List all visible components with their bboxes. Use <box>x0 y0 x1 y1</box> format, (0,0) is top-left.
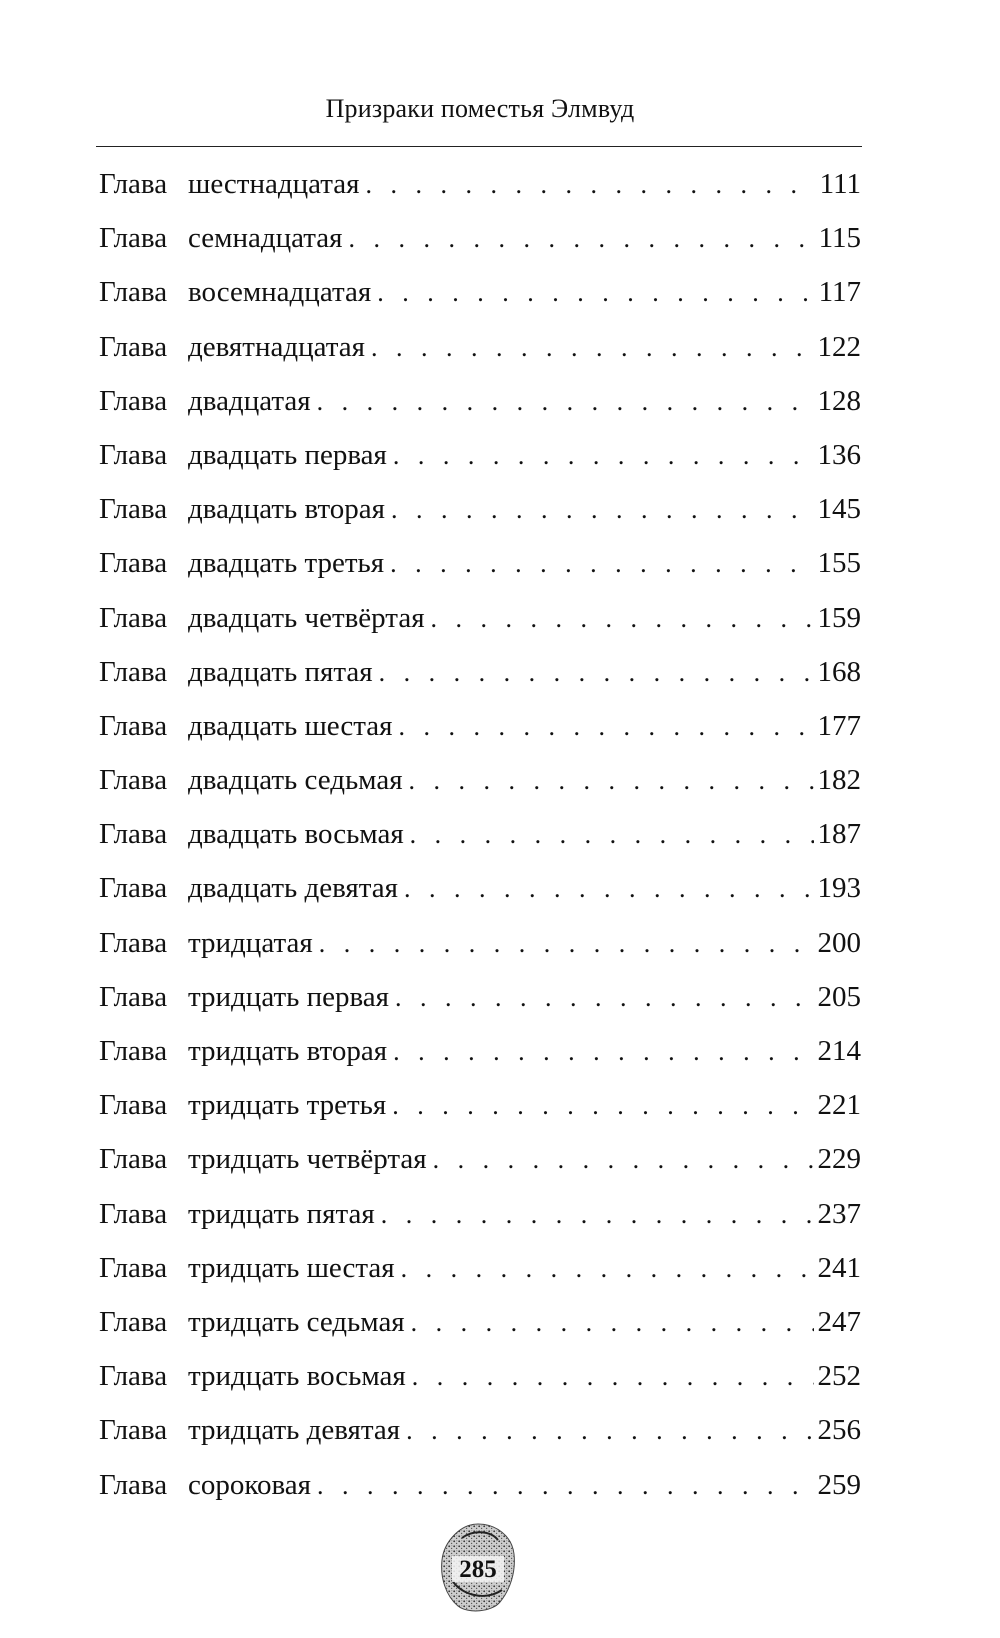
toc-entry-label <box>99 710 393 743</box>
chapter-prefix: Глава <box>99 601 168 634</box>
chapter-title: тридцать четвёртая <box>188 1143 427 1176</box>
toc-entry-label <box>99 385 311 418</box>
toc-entry-label <box>99 493 385 526</box>
chapter-page-number: 177 <box>817 709 861 742</box>
toc-entry-label <box>99 764 403 797</box>
chapter-title: тридцать девятая <box>188 1414 401 1447</box>
chapter-prefix: Глава <box>99 1089 168 1122</box>
chapter-page-number: 252 <box>817 1360 861 1393</box>
chapter-title: тридцать пятая <box>188 1197 375 1230</box>
dot-leader <box>319 929 814 959</box>
toc-entry[interactable] <box>99 547 861 601</box>
chapter-title: девятнадцатая <box>188 330 365 363</box>
toc-entry-label <box>99 656 373 689</box>
toc-entry-label <box>99 547 384 580</box>
toc-entry-label <box>99 331 365 364</box>
toc-entry-label <box>99 276 371 309</box>
toc-entry[interactable] <box>99 818 861 872</box>
toc-entry[interactable] <box>99 1414 861 1468</box>
chapter-page-number: 193 <box>817 872 861 905</box>
toc-entry[interactable] <box>99 276 861 330</box>
chapter-prefix: Глава <box>99 655 168 688</box>
chapter-page-number: 187 <box>817 818 861 851</box>
dot-leader <box>317 1471 813 1501</box>
dot-leader <box>366 170 816 200</box>
chapter-prefix: Глава <box>99 438 168 471</box>
chapter-title: семнадцатая <box>188 222 343 255</box>
toc-entry[interactable] <box>99 656 861 710</box>
chapter-page-number: 159 <box>817 601 861 634</box>
chapter-prefix: Глава <box>99 384 168 417</box>
chapter-title: двадцать шестая <box>188 709 393 742</box>
toc-entry-label <box>99 1360 406 1393</box>
chapter-prefix: Глава <box>99 818 168 851</box>
dot-leader <box>410 820 814 850</box>
chapter-title: двадцать девятая <box>188 872 398 905</box>
toc-entry[interactable] <box>99 439 861 493</box>
chapter-page-number: 117 <box>818 276 861 309</box>
dot-leader <box>392 1091 813 1121</box>
chapter-page-number: 111 <box>819 168 861 200</box>
chapter-title: двадцать пятая <box>188 655 373 688</box>
chapter-page-number: 247 <box>817 1305 861 1338</box>
chapter-title: тридцатая <box>188 926 313 959</box>
dot-leader <box>348 224 814 254</box>
toc-entry[interactable] <box>99 927 861 981</box>
chapter-title: двадцать седьмая <box>188 764 403 797</box>
chapter-title: тридцать первая <box>188 980 390 1013</box>
chapter-title: двадцать восьмая <box>188 818 404 851</box>
chapter-title: двадцать первая <box>188 438 387 471</box>
chapter-prefix: Глава <box>99 1197 168 1230</box>
chapter-title: тридцать шестая <box>188 1251 395 1284</box>
chapter-prefix: Глава <box>99 872 168 905</box>
toc-entry[interactable] <box>99 764 861 818</box>
dot-leader <box>377 278 814 308</box>
chapter-title: восемнадцатая <box>188 276 372 309</box>
toc-entry[interactable] <box>99 1143 861 1197</box>
table-of-contents <box>99 168 861 1523</box>
toc-entry-label <box>99 1469 311 1502</box>
chapter-prefix: Глава <box>99 330 168 363</box>
chapter-prefix: Глава <box>99 222 168 255</box>
chapter-prefix: Глава <box>99 493 168 526</box>
toc-entry-label <box>99 1089 386 1122</box>
toc-entry[interactable] <box>99 981 861 1035</box>
chapter-prefix: Глава <box>99 709 168 742</box>
dot-leader <box>395 983 813 1013</box>
running-head-title: Призраки поместья Элмвуд <box>325 94 635 123</box>
chapter-page-number: 122 <box>817 330 861 363</box>
toc-entry-label <box>99 602 425 635</box>
toc-entry[interactable] <box>99 168 861 222</box>
chapter-prefix: Глава <box>99 547 168 580</box>
chapter-prefix: Глава <box>99 1143 168 1176</box>
dot-leader <box>431 604 814 634</box>
toc-entry[interactable] <box>99 1089 861 1143</box>
chapter-page-number: 128 <box>817 384 861 417</box>
chapter-page-number: 200 <box>817 926 861 959</box>
dot-leader <box>412 1362 814 1392</box>
toc-entry-label <box>99 1252 395 1285</box>
dot-leader <box>409 766 814 796</box>
toc-entry[interactable] <box>99 331 861 385</box>
chapter-prefix: Глава <box>99 1035 168 1067</box>
dot-leader <box>390 549 813 579</box>
toc-entry-label <box>99 927 313 960</box>
chapter-title: двадцать четвёртая <box>188 601 425 634</box>
toc-entry-label <box>99 168 360 201</box>
chapter-page-number: 241 <box>817 1251 861 1284</box>
toc-entry[interactable] <box>99 1360 861 1414</box>
chapter-title: тридцать восьмая <box>188 1360 406 1393</box>
dot-leader <box>371 333 814 363</box>
chapter-title: тридцать вторая <box>188 1035 388 1067</box>
toc-entry[interactable] <box>99 1306 861 1360</box>
header-divider <box>96 146 862 147</box>
chapter-title: тридцать седьмая <box>188 1305 405 1338</box>
toc-entry-label <box>99 1414 400 1447</box>
toc-entry[interactable] <box>99 710 861 764</box>
chapter-prefix: Глава <box>99 980 168 1013</box>
chapter-title: двадцать третья <box>188 547 385 580</box>
chapter-page-number: 214 <box>817 1035 861 1067</box>
chapter-prefix: Глава <box>99 1305 168 1338</box>
chapter-prefix: Глава <box>99 1468 168 1501</box>
toc-entry-label <box>99 1198 375 1231</box>
chapter-page-number: 168 <box>817 655 861 688</box>
chapter-prefix: Глава <box>99 1360 168 1393</box>
dot-leader <box>393 441 814 471</box>
chapter-page-number: 256 <box>817 1414 861 1447</box>
chapter-prefix: Глава <box>99 168 168 200</box>
toc-entry[interactable] <box>99 602 861 656</box>
toc-entry-label <box>99 872 398 905</box>
dot-leader <box>411 1308 814 1338</box>
toc-entry[interactable] <box>99 222 861 276</box>
chapter-prefix: Глава <box>99 764 168 797</box>
chapter-page-number: 145 <box>817 493 861 526</box>
chapter-page-number: 237 <box>817 1197 861 1230</box>
toc-entry[interactable] <box>99 1252 861 1306</box>
dot-leader <box>401 1254 814 1284</box>
toc-entry[interactable] <box>99 872 861 926</box>
dot-leader <box>433 1145 814 1175</box>
dot-leader <box>406 1416 813 1446</box>
toc-entry-label <box>99 222 342 255</box>
dot-leader <box>393 1037 813 1067</box>
chapter-page-number: 136 <box>817 438 861 471</box>
toc-entry-label <box>99 1143 427 1176</box>
chapter-prefix: Глава <box>99 926 168 959</box>
toc-entry[interactable] <box>99 385 861 439</box>
toc-entry[interactable] <box>99 493 861 547</box>
toc-entry-label <box>99 818 404 851</box>
chapter-title: шестнадцатая <box>188 168 360 200</box>
chapter-title: двадцатая <box>188 384 311 417</box>
chapter-prefix: Глава <box>99 1414 168 1447</box>
chapter-page-number: 229 <box>817 1143 861 1176</box>
chapter-prefix: Глава <box>99 276 168 309</box>
toc-entry[interactable] <box>99 1035 861 1089</box>
dot-leader <box>379 658 814 688</box>
chapter-page-number: 221 <box>817 1089 861 1122</box>
page-number: 285 <box>459 1556 497 1583</box>
chapter-page-number: 115 <box>818 222 861 255</box>
chapter-page-number: 182 <box>817 764 861 797</box>
toc-entry-label <box>99 981 389 1014</box>
page-folio <box>438 1520 518 1616</box>
chapter-prefix: Глава <box>99 1251 168 1284</box>
chapter-page-number: 205 <box>817 980 861 1013</box>
toc-entry-label <box>99 1306 405 1339</box>
toc-entry[interactable] <box>99 1198 861 1252</box>
dot-leader <box>391 495 814 525</box>
dot-leader <box>381 1200 814 1230</box>
chapter-title: сороковая <box>188 1468 312 1501</box>
chapter-title: двадцать вторая <box>188 493 385 526</box>
toc-entry-label <box>99 1035 387 1068</box>
toc-entry-label <box>99 439 387 472</box>
chapter-title: тридцать третья <box>188 1089 387 1122</box>
toc-entry[interactable] <box>99 1469 861 1523</box>
chapter-page-number: 259 <box>817 1468 861 1501</box>
dot-leader <box>317 387 814 417</box>
dot-leader <box>404 874 814 904</box>
chapter-page-number: 155 <box>817 547 861 580</box>
dot-leader <box>399 712 814 742</box>
